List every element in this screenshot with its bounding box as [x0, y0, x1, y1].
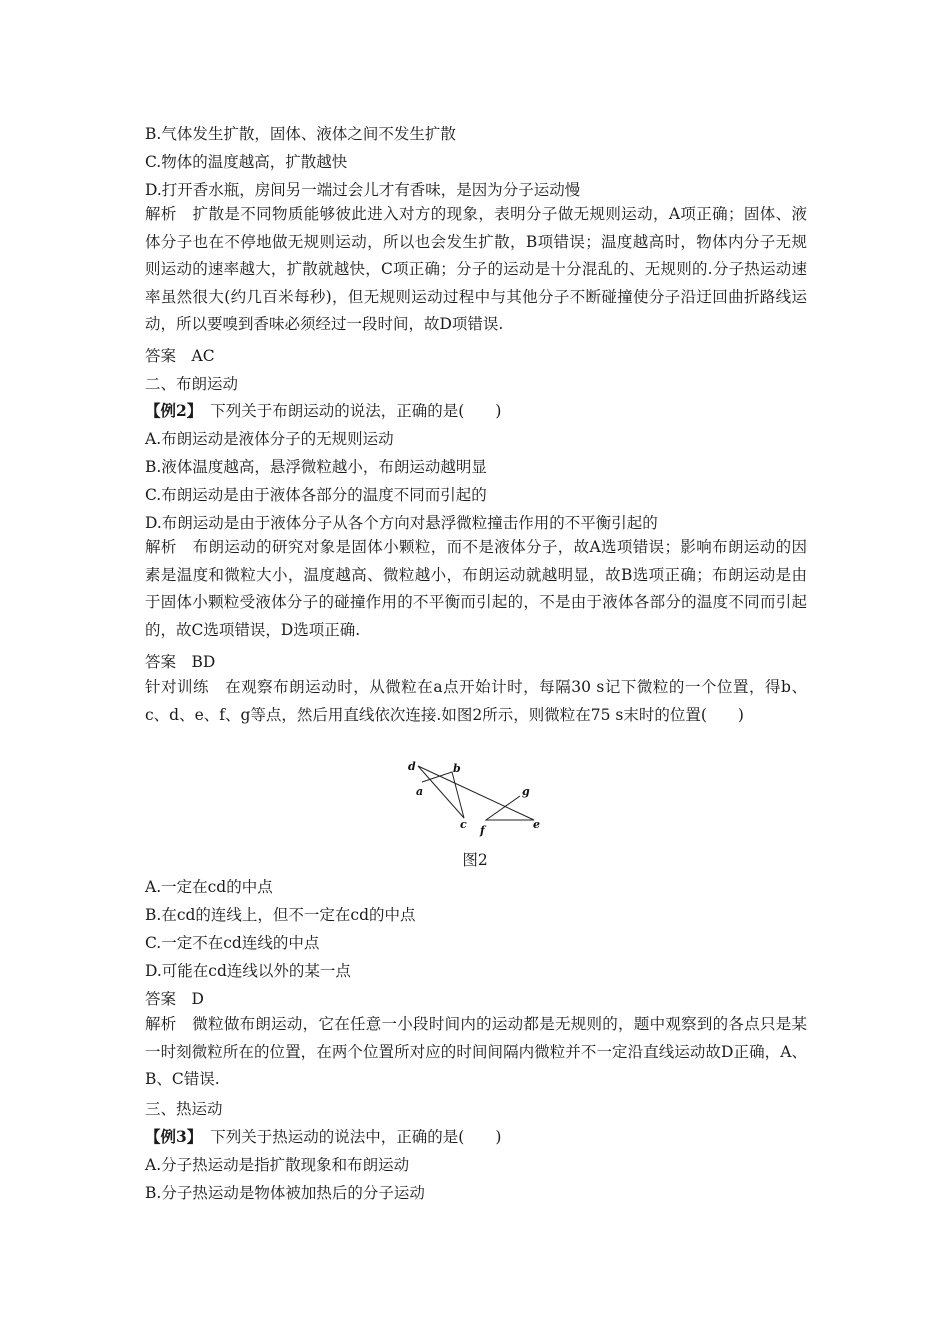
example2-option-d: D.布朗运动是由于液体分子从各个方向对悬浮微粒撞击作用的不平衡引起的	[145, 514, 658, 532]
example2-question: 下列关于布朗运动的说法，正确的是( )	[210, 402, 502, 420]
section3-title: 三、热运动	[145, 1100, 223, 1118]
q1-option-b: B.气体发生扩散，固体、液体之间不发生扩散	[145, 125, 456, 143]
figure-caption: 图2	[462, 851, 488, 869]
example3-question: 下列关于热运动的说法中，正确的是( )	[210, 1128, 502, 1146]
example3-tag: 【例3】	[145, 1127, 203, 1146]
example2-option-b: B.液体温度越高，悬浮微粒越小，布朗运动越明显	[145, 458, 487, 476]
section2-title: 二、布朗运动	[145, 375, 239, 393]
example2-stem	[145, 401, 501, 421]
point-label-a: a	[416, 785, 424, 798]
point-label-f: f	[480, 824, 485, 837]
point-label-d: d	[408, 760, 416, 773]
example3-option-a: A.分子热运动是指扩散现象和布朗运动	[145, 1156, 410, 1174]
training-option-c: C.一定不在cd连线的中点	[145, 934, 320, 952]
training-question: 针对训练 在观察布朗运动时，从微粒在a点开始计时，每隔30 s记下微粒的一个位置，得b、c、d、e、f、g等点，然后用直线依次连接.如图2所示，则微粒在75 s末时的位置( )	[145, 678, 807, 724]
example2-answer: 答案 BD	[145, 653, 216, 671]
training-analysis: 解析 微粒做布朗运动，它在任意一小段时间内的运动都是无规则的，题中观察到的各点只是某一时刻微粒所在的位置，在两个位置所对应的时间间隔内微粒并不一定沿直线运动故D正确，A、B、C错误.	[145, 1015, 807, 1088]
q1-answer: 答案 AC	[145, 347, 215, 365]
example2-analysis: 解析 布朗运动的研究对象是固体小颗粒，而不是液体分子，故A选项错误；影响布朗运动的因素是温度和微粒大小，温度越高、微粒越小，布朗运动就越明显，故B选项正确；布朗运动是由于固体小颗粒受液体分子的碰撞作用的不平衡而引起的，不是由于液体各部分的温度不同而引起的，故C选项错误，D选项正确.	[145, 538, 807, 639]
example2-option-a: A.布朗运动是液体分子的无规则运动	[145, 430, 394, 448]
q1-analysis: 解析 扩散是不同物质能够彼此进入对方的现象，表明分子做无规则运动，A项正确；固体、液体分子也在不停地做无规则运动，所以也会发生扩散，B项错误；温度越高时，物体内分子无规则运动的速率越大，扩散就越快，C项正确；分子的运动是十分混乱的、无规则的.分子热运动速率虽然很大(约几百米每秒)，但无规则运动过程中与其他分子不断碰撞使分子沿迂回曲折路线运动，所以要嗅到香味必须经过一段时间，故D项错误.	[145, 205, 807, 333]
training-option-a: A.一定在cd的中点	[145, 878, 273, 896]
example3-option-b: B.分子热运动是物体被加热后的分子运动	[145, 1184, 425, 1202]
example2-option-c: C.布朗运动是由于液体各部分的温度不同而引起的	[145, 486, 487, 504]
training-option-b: B.在cd的连线上，但不一定在cd的中点	[145, 906, 416, 924]
point-label-c: c	[460, 818, 467, 831]
q1-option-c: C.物体的温度越高，扩散越快	[145, 153, 348, 171]
point-label-g: g	[522, 785, 530, 798]
point-label-b: b	[453, 762, 461, 775]
training-answer: 答案 D	[145, 990, 204, 1008]
path-polyline	[418, 766, 534, 820]
path-lines	[418, 766, 534, 820]
example2-tag: 【例2】	[145, 401, 203, 420]
q1-option-d: D.打开香水瓶，房间另一端过会儿才有香味，是因为分子运动慢	[145, 181, 581, 199]
training-option-d: D.可能在cd连线以外的某一点	[145, 962, 351, 980]
example3-stem	[145, 1127, 501, 1147]
point-label-e: e	[533, 818, 540, 831]
brownian-path-figure	[400, 758, 550, 840]
